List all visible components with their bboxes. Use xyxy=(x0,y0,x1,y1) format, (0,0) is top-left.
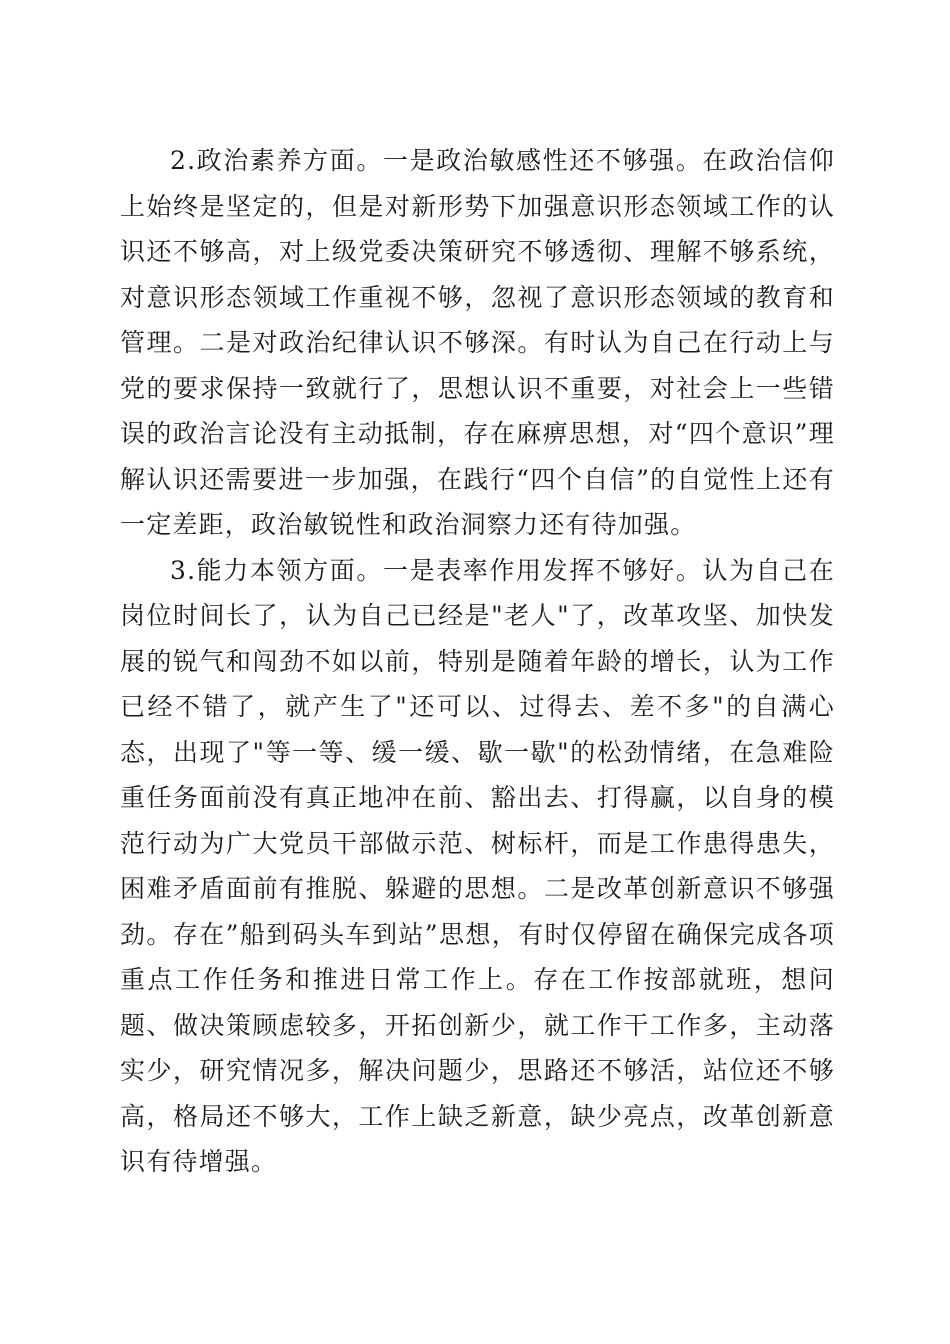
document-body xyxy=(120,138,835,1185)
paragraph-ability: 3.能力本领方面。一是表率作用发挥不够好。认为自己在岗位时间长了，认为自己已经是"老人"了，改革攻坚、加快发展的锐气和闯劲不如以前，特别是随着年龄的增长，认为工作已经不错了，就产生了"还可以、过得去、差不多"的自满心态，出现了"等一等、缓一缓、歇一歇"的松劲情绪，在急难险重任务面前没有真正地冲在前、豁出去、打得赢，以自身的模范行动为广大党员干部做示范、树标杆，而是工作患得患失，困难矛盾面前有推脱、躲避的思想。二是改革创新意识不够强劲。存在”船到码头车到站”思想，有时仅停留在确保完成各项重点工作任务和推进日常工作上。存在工作按部就班，想问题、做决策顾虑较多，开拓创新少，就工作干工作多，主动落实少，研究情况多，解决问题少，思路还不够活，站位还不够高，格局还不够大，工作上缺乏新意，缺少亮点，改革创新意识有待增强。 xyxy=(120,555,835,1176)
paragraph-political-quality: 2.政治素养方面。一是政治敏感性还不够强。在政治信仰上始终是坚定的，但是对新形势下加强意识形态领域工作的认识还不够高，对上级党委决策研究不够透彻、理解不够系统，对意识形态领域工作重视不够，忽视了意识形态领域的教育和管理。二是对政治纪律认识不够深。有时认为自己在行动上与党的要求保持一致就行了，思想认识不重要，对社会上一些错误的政治言论没有主动抵制，存在麻痹思想，对“四个意识”理解认识还需要进一步加强，在践行“四个自信”的自觉性上还有一定差距，政治敏锐性和政治洞察力还有待加强。 xyxy=(120,146,835,539)
